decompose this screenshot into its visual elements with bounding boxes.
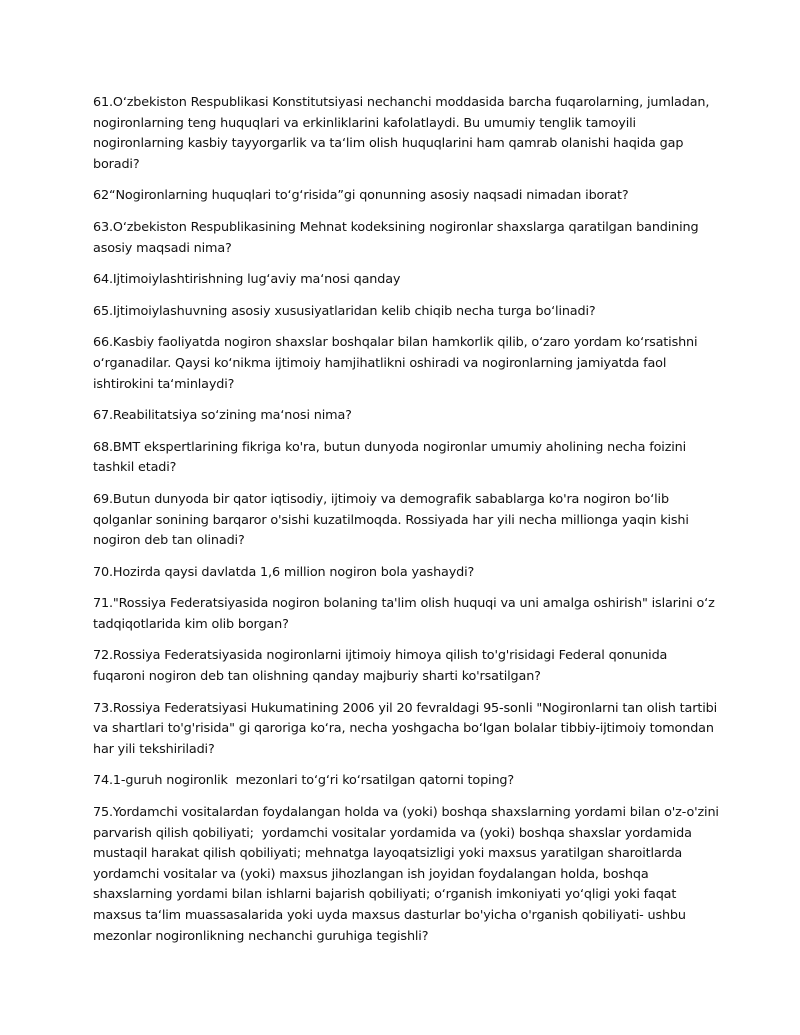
question-61: 61.O‘zbekiston Respublikasi Konstitutsiyasi nechanchi moddasida barcha fuqarolarning, jumladan, nogironlarning teng huquqlari va erkinliklarini kafolatlaydi. Bu umumiy tenglik tamoyili nogironlarning kasbiy tayyorgarlik va ta‘lim olish huquqlarini ham qamrab olanishi haqida gap boradi? — [93, 95, 714, 172]
question-68: 68.BMT ekspertlarining fikriga ko'ra, butun dunyoda nogironlar umumiy aholining necha foizini tashkil etadi? — [93, 439, 690, 476]
question-69: 69.Butun dunyoda bir qator iqtisodiy, ijtimoiy va demografik sabablarga ko'ra nogiron bo‘lib qolganlar sonining barqaror o'sishi kuzatilmoqda. Rossiyada har yili necha millionga yaqin kishi nogiron deb tan olinadi? — [93, 491, 693, 549]
question-74: 74.1-guruh nogironlik mezonlari to‘g‘ri ko‘rsatilgan qatorni toping? — [93, 773, 515, 789]
question-75: 75.Yordamchi vositalardan foydalangan holda va (yoki) boshqa shaxslarning yordami bilan o'z-o'zini parvarish qilish qobiliyati; yordamchi vositalar yordamida va (yoki) boshqa shaxslar yordamida mustaqil harakat qilish qobiliyati; mehnatga layoqatsizligi yoki maxsus yaratilgan sharoitlarda yordamchi vositalar va (yoki) maxsus jihozlangan ish joyidan foydalangan holda, boshqa shaxslarning yordami bilan ishlarni bajarish qobiliyati; o‘rganish imkoniyati yo‘qligi yoki faqat maxsus ta‘lim muassasalarida yoki uyda maxsus dasturlar bo'yicha o'rganish qobiliyati- ushbu mezonlar nogironlikning nechanchi guruhiga tegishli? — [93, 805, 723, 944]
question-71: 71."Rossiya Federatsiyasida nogiron bolaning ta'lim olish huquqi va uni amalga oshirish" islarini o‘z tadqiqotlarida kim olib borgan? — [93, 596, 719, 632]
question-70: 70.Hozirda qaysi davlatda 1,6 million nogiron bola yashaydi? — [93, 564, 475, 580]
question-72: 72.Rossiya Federatsiyasida nogironlarni ijtimoiy himoya qilish to'g'risidagi Federal qonunida fuqaroni nogiron deb tan olishning qanday majburiy sharti ko'rsatilgan? — [93, 648, 672, 685]
question-65: 65.Ijtimoiylashuvning asosiy xususiyatlaridan kelib chiqib necha turga bo‘linadi? — [93, 303, 596, 319]
question-62: 62“Nogironlarning huquqlari to‘g‘risida”gi qonunning asosiy naqsadi nimadan iborat? — [93, 188, 629, 204]
question-64: 64.Ijtimoiylashtirishning lug‘aviy ma‘nosi qanday — [93, 272, 401, 288]
question-66: 66.Kasbiy faoliyatda nogiron shaxslar boshqalar bilan hamkorlik qilib, o‘zaro yordam ko‘rsatishni o‘rganadilar. Qaysi ko‘nikma ijtimoiy hamjihatlikni oshiradi va nogironlarning jamiyatda faol ishtirokini ta‘minlaydi? — [93, 335, 702, 392]
question-67: 67.Reabilitatsiya so‘zining ma‘nosi nima? — [93, 408, 352, 424]
question-63: 63.O‘zbekiston Respublikasining Mehnat kodeksining nogironlar shaxslarga qaratilgan bandining asosiy maqsadi nima? — [93, 219, 703, 256]
question-73: 73.Rossiya Federatsiyasi Hukumatining 2006 yil 20 fevraldagi 95-sonli "Nogironlarni tan olish tartibi va shartlari to'g'risida" gi qaroriga ko‘ra, necha yoshgacha bo‘lgan bolalar tibbiy-ijtimoiy tomondan har yili tekshiriladi? — [93, 700, 721, 757]
